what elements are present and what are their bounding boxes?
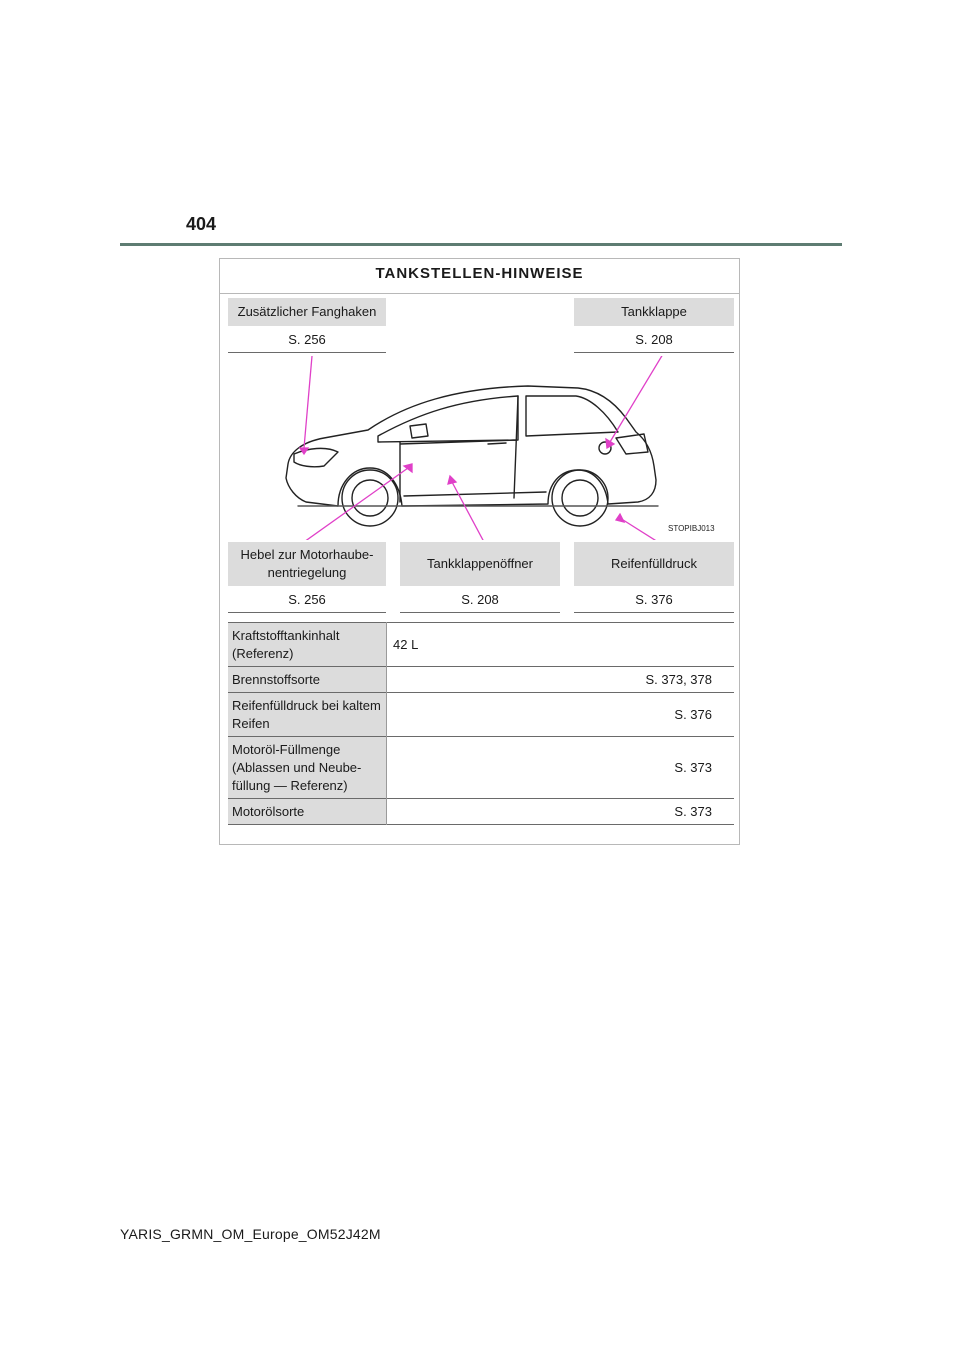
- table-row: [228, 667, 734, 693]
- side-sill: [404, 492, 546, 496]
- table-row: [228, 623, 734, 667]
- label-fuel-flap: Tankklappe: [574, 298, 734, 326]
- callout-line-tire-pressure: [620, 518, 658, 540]
- spec-value: S. 373: [674, 803, 712, 819]
- car-body-outline: [286, 386, 656, 506]
- rear-wheel: [552, 470, 608, 526]
- spec-label: Kraftstofftankinhalt (Referenz): [228, 623, 387, 667]
- mirror: [410, 424, 428, 438]
- ref-fuel-flap-opener: S. 208: [400, 588, 560, 613]
- door-outline: [400, 396, 518, 502]
- spec-value: 42 L: [393, 636, 419, 652]
- ref-fuel-flap: S. 208: [574, 328, 734, 353]
- window-line: [378, 396, 518, 442]
- label-fuel-flap-opener: Tankklappenöffner: [400, 542, 560, 586]
- table-row: [228, 799, 734, 825]
- callout-line-extra-hook: [304, 356, 312, 448]
- headlamp: [294, 448, 338, 466]
- car-side-diagram: [228, 356, 734, 540]
- spec-label: Motorölsorte: [228, 799, 387, 825]
- figure-code: STOPIBJ013: [668, 524, 715, 533]
- spec-label: Reifenfülldruck bei kaltem Reifen: [228, 693, 387, 737]
- rear-window: [526, 396, 618, 436]
- ref-hood-lever: S. 256: [228, 588, 386, 613]
- spec-label: Brennstoffsorte: [228, 667, 387, 693]
- label-extra-hook: Zusätzlicher Fanghaken: [228, 298, 386, 326]
- table-row: [228, 693, 734, 737]
- front-wheel: [342, 470, 398, 526]
- ref-tire-pressure: S. 376: [574, 588, 734, 613]
- spec-value: S. 376: [674, 706, 712, 722]
- header-rule: [120, 243, 842, 246]
- table-row: [228, 737, 734, 799]
- label-tire-pressure: Reifenfülldruck: [574, 542, 734, 586]
- page-number: 404: [186, 214, 217, 234]
- tail-lamp: [616, 434, 648, 454]
- callout-line-flap-opener: [452, 482, 484, 540]
- document-footer: YARIS_GRMN_OM_Europe_OM52J42M: [120, 1226, 381, 1242]
- spec-label: Motoröl-Füllmenge (Ablassen und Neube-füllung — Referenz): [228, 737, 387, 799]
- spec-value: S. 373: [674, 759, 712, 775]
- label-hood-lever: Hebel zur Motorhaube-nentriegelung: [228, 542, 386, 586]
- ref-extra-hook: S. 256: [228, 328, 386, 353]
- spec-value: S. 373, 378: [645, 671, 712, 687]
- callout-line-fuel-flap: [610, 356, 663, 442]
- door-handle: [488, 443, 506, 444]
- box-title: TANKSTELLEN-HINWEISE: [220, 259, 739, 294]
- specs-table: [228, 622, 734, 825]
